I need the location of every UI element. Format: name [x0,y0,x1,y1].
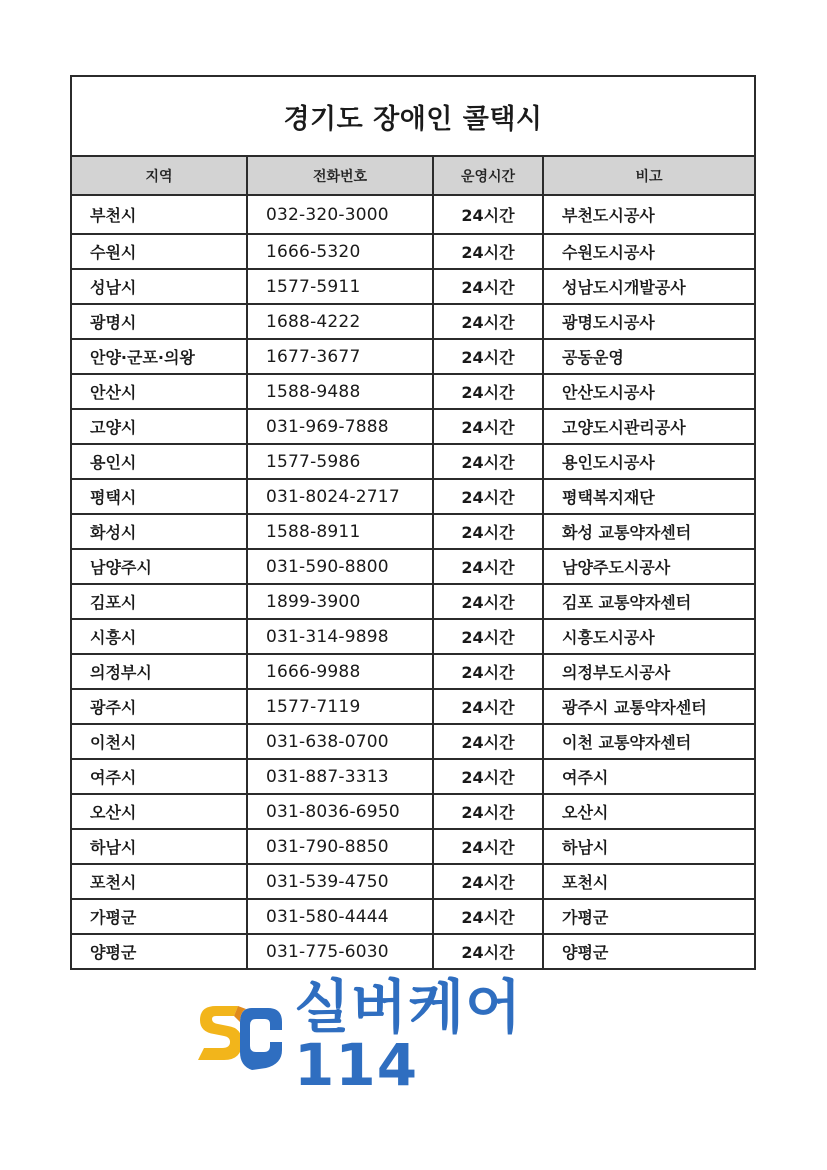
cell-phone: 032-320-3000 [247,195,433,234]
cell-hours: 24시간 [433,304,543,339]
cell-hours: 24시간 [433,195,543,234]
cell-note: 하남시 [543,829,754,864]
table-row [72,899,754,934]
cell-hours: 24시간 [433,339,543,374]
cell-region: 여주시 [72,759,247,794]
cell-region: 광명시 [72,304,247,339]
cell-hours: 24시간 [433,794,543,829]
cell-phone: 1666-5320 [247,234,433,269]
cell-phone: 031-539-4750 [247,864,433,899]
cell-region: 김포시 [72,584,247,619]
cell-phone: 031-314-9898 [247,619,433,654]
cell-region: 용인시 [72,444,247,479]
table-row [72,514,754,549]
cell-note: 남양주도시공사 [543,549,754,584]
cell-note: 포천시 [543,864,754,899]
cell-region: 의정부시 [72,654,247,689]
cell-phone: 031-969-7888 [247,409,433,444]
cell-region: 이천시 [72,724,247,759]
cell-phone: 1588-8911 [247,514,433,549]
cell-note: 공동운영 [543,339,754,374]
cell-hours: 24시간 [433,269,543,304]
header-phone: 전화번호 [247,157,433,195]
table-row [72,234,754,269]
cell-phone: 031-638-0700 [247,724,433,759]
cell-phone: 031-8036-6950 [247,794,433,829]
cell-region: 성남시 [72,269,247,304]
table-row [72,864,754,899]
cell-note: 가평군 [543,899,754,934]
cell-hours: 24시간 [433,689,543,724]
cell-phone: 1577-5911 [247,269,433,304]
brand-logo [194,973,634,1099]
cell-note: 여주시 [543,759,754,794]
cell-region: 오산시 [72,794,247,829]
cell-hours: 24시간 [433,619,543,654]
title-box [72,77,754,157]
cell-note: 성남도시개발공사 [543,269,754,304]
header-region: 지역 [72,157,247,195]
table-row [72,444,754,479]
cell-phone: 1899-3900 [247,584,433,619]
cell-note: 광주시 교통약자센터 [543,689,754,724]
cell-note: 부천도시공사 [562,206,655,225]
cell-region: 화성시 [72,514,247,549]
cell-region: 광주시 [72,689,247,724]
header-note: 비고 [543,157,754,195]
cell-hours: 24시간 [433,549,543,584]
cell-phone: 1588-9488 [247,374,433,409]
cell-hours: 24시간 [433,584,543,619]
directory-table [72,157,754,968]
table-row [72,269,754,304]
brand-name: 실버케어114 [294,973,523,1099]
logo-mark-icon [194,1000,286,1072]
cell-note: 오산시 [543,794,754,829]
cell-phone: 031-580-4444 [247,899,433,934]
table-row [72,479,754,514]
cell-phone: 031-790-8850 [247,829,433,864]
table-row [72,654,754,689]
cell-phone: 1677-3677 [247,339,433,374]
table-row [72,934,754,968]
cell-phone: 1666-9988 [247,654,433,689]
table-row [72,304,754,339]
page-title: 경기도 장애인 콜택시 [283,103,543,135]
cell-hours: 24시간 [433,864,543,899]
cell-note: 의정부도시공사 [543,654,754,689]
cell-phone: 031-775-6030 [247,934,433,968]
cell-region: 하남시 [72,829,247,864]
table-row [72,374,754,409]
table-row [72,549,754,584]
cell-region: 포천시 [72,864,247,899]
cell-region: 안양·군포·의왕 [72,339,247,374]
cell-phone: 1688-4222 [247,304,433,339]
table-row [72,409,754,444]
cell-region: 고양시 [72,409,247,444]
cell-hours: 24시간 [433,444,543,479]
cell-hours: 24시간 [433,514,543,549]
cell-note: 시흥도시공사 [543,619,754,654]
cell-hours: 24시간 [433,724,543,759]
cell-note: 김포 교통약자센터 [543,584,754,619]
cell-phone: 031-590-8800 [247,549,433,584]
cell-hours: 24시간 [433,829,543,864]
table-header-row [72,157,754,195]
cell-hours: 24시간 [433,759,543,794]
cell-region: 시흥시 [72,619,247,654]
cell-hours: 24시간 [433,899,543,934]
table-row [72,584,754,619]
table-row [72,619,754,654]
cell-region: 가평군 [72,899,247,934]
cell-note: 화성 교통약자센터 [543,514,754,549]
cell-phone: 1577-7119 [247,689,433,724]
cell-phone: 031-8024-2717 [247,479,433,514]
cell-phone: 1577-5986 [247,444,433,479]
table-row [72,759,754,794]
cell-note: 이천 교통약자센터 [543,724,754,759]
cell-note: 광명도시공사 [543,304,754,339]
cell-region: 남양주시 [72,549,247,584]
table-row [72,724,754,759]
table-row [72,339,754,374]
cell-hours: 24시간 [433,234,543,269]
header-hours: 운영시간 [433,157,543,195]
cell-note: 안산도시공사 [543,374,754,409]
cell-region: 안산시 [72,374,247,409]
cell-region: 평택시 [72,479,247,514]
cell-region: 수원시 [72,234,247,269]
cell-note: 평택복지재단 [543,479,754,514]
cell-phone: 031-887-3313 [247,759,433,794]
cell-hours: 24시간 [433,654,543,689]
table-row [72,689,754,724]
cell-note: 용인도시공사 [543,444,754,479]
table-row [72,195,754,234]
cell-hours: 24시간 [433,409,543,444]
cell-note: 양평군 [543,934,754,968]
cell-hours: 24시간 [433,479,543,514]
table-row [72,829,754,864]
table-row [72,794,754,829]
cell-hours: 24시간 [433,374,543,409]
cell-note: 고양도시관리공사 [543,409,754,444]
cell-region: 양평군 [72,934,247,968]
cell-note: 수원도시공사 [543,234,754,269]
taxi-directory-sheet [70,75,756,970]
cell-region: 부천시 [72,195,247,234]
cell-hours: 24시간 [433,934,543,968]
